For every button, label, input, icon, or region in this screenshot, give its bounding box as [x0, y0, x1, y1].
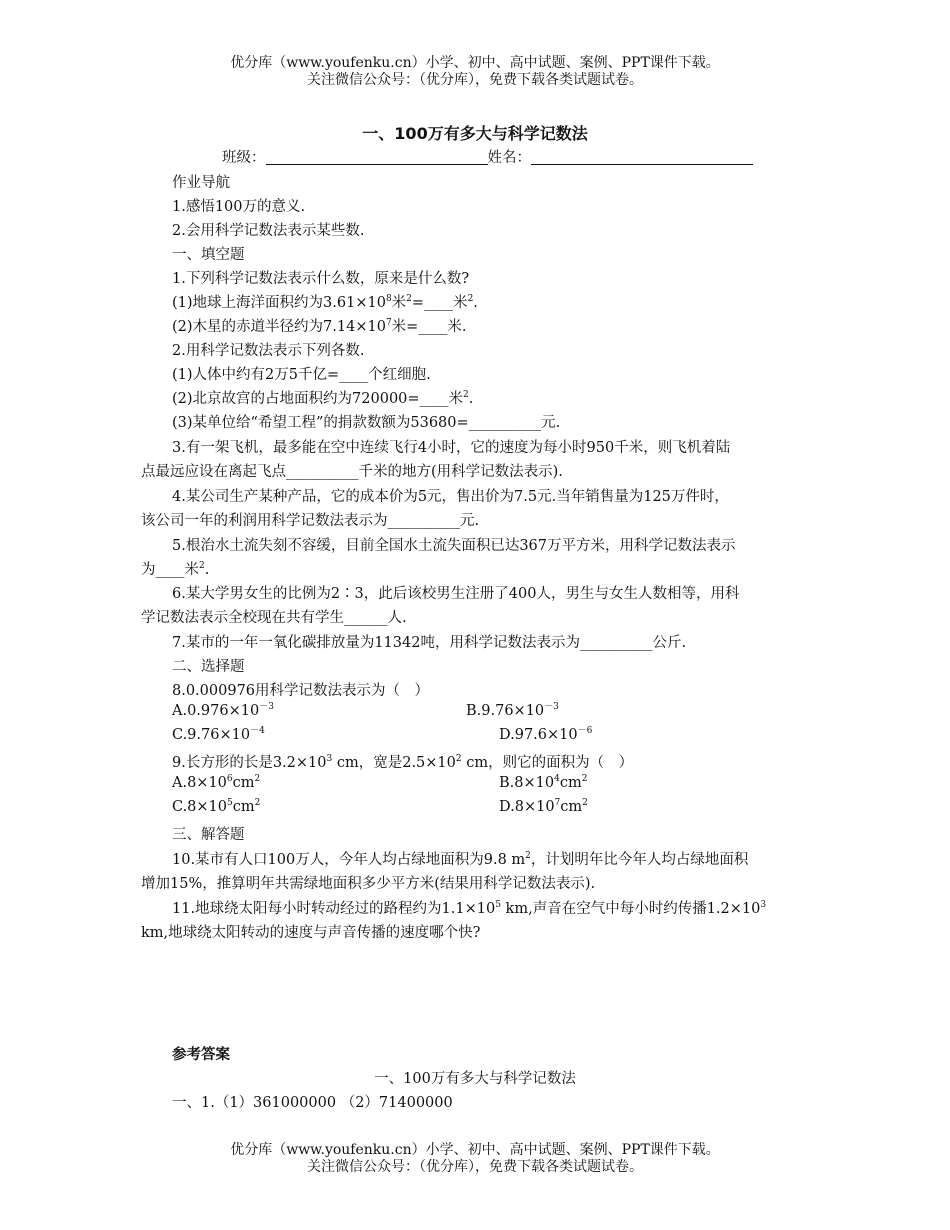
- q1a-text: (1)地球上海洋面积约为3.61×10: [172, 295, 386, 311]
- q6-line-2: 学记数法表示全校现在共有学生______人.: [141, 610, 407, 626]
- q10-line-2: 增加15%，推算明年共需绿地面积多少平方米(结果用科学记数法表示).: [141, 876, 596, 892]
- q2-part-c: (3)某单位给“希望工程”的捐款数额为53680=__________元.: [172, 415, 561, 431]
- q6-line-1: 6.某大学男女生的比例为2∶3，此后该校男生注册了400人，男生与女生人数相等，用科: [172, 586, 740, 602]
- q9-option-d: [499, 799, 588, 815]
- q8-stem: 8.0.000976用科学记数法表示为（ ）: [172, 683, 430, 699]
- q8c-text: C.9.76×10: [172, 727, 251, 743]
- q2b-end: .: [468, 391, 474, 407]
- q10-line-1: [172, 848, 748, 869]
- answers-line-1: 一、1.（1）361000000 （2）71400000: [172, 1095, 453, 1111]
- q1-part-a: [172, 291, 478, 312]
- class-label: 班级：: [222, 150, 266, 166]
- q9d-sq: 2: [582, 798, 588, 808]
- q5-l2-text: 为____米: [141, 562, 199, 578]
- q1a-exp: 8: [385, 294, 392, 304]
- q2b-text: (2)北京故宫的占地面积约为720000=____米: [172, 391, 464, 407]
- answers-subtitle: 一、100万有多大与科学记数法: [374, 1071, 576, 1087]
- q7-line-1: 7.某市的一年一氧化碳排放量为11342吨，用科学记数法表示为__________公斤.: [172, 635, 687, 651]
- guide-item-1: 1.感悟100万的意义.: [172, 199, 306, 215]
- q2-stem: 2.用科学记数法表示下列各数.: [172, 343, 365, 359]
- q9c-exp: 5: [227, 798, 233, 808]
- q11-exp1: 5: [495, 900, 501, 910]
- q9b-unit: cm: [559, 775, 582, 791]
- q1b-text: (2)木星的赤道半径约为7.14×10: [172, 319, 386, 335]
- q9c-unit: cm: [232, 799, 255, 815]
- class-name-line: [222, 146, 753, 167]
- section-solve-heading: 三、解答题: [172, 827, 245, 843]
- q8-option-d: [499, 727, 592, 743]
- q9d-unit: cm: [560, 799, 583, 815]
- q5-line-1: 5.根治水土流失刻不容缓，目前全国水土流失面积已达367万平方米，用科学记数法表示: [172, 538, 736, 554]
- q11-line-1: [172, 897, 766, 918]
- q8d-exp: －6: [577, 726, 593, 736]
- q10-l1-sq: 2: [525, 851, 531, 861]
- q9-option-b: [499, 775, 587, 791]
- q9a-sq: 2: [254, 774, 261, 784]
- q9-stem: [172, 751, 633, 772]
- q9-stem-c: cm，则它的面积为（ ）: [461, 755, 634, 771]
- q9-exp1: 3: [326, 754, 333, 764]
- q2-part-a: (1)人体中约有2万5千亿=____个红细胞.: [172, 367, 431, 383]
- q8b-text: B.9.76×10: [466, 703, 545, 719]
- q8a-exp: －3: [259, 702, 274, 712]
- answers-heading: 参考答案: [172, 1046, 230, 1063]
- q9a-exp: 6: [226, 774, 233, 784]
- q3-line-2: 点最远应设在离起飞点__________千米的地方(用科学记数法表示).: [141, 464, 563, 480]
- q9-option-a: [172, 775, 260, 791]
- footer-line-2: 关注微信公众号：（优分库），免费下载各类试题试卷。: [307, 1159, 643, 1175]
- q1-part-b: [172, 315, 466, 336]
- q1-stem: 1.下列科学记数法表示什么数，原来是什么数?: [172, 271, 470, 287]
- page-header: [0, 55, 950, 89]
- q5-l2-sq: 2: [199, 561, 205, 571]
- q11-l1-text: 11.地球绕太阳每小时转动经过的路程约为1.1×10: [172, 901, 496, 917]
- q9a-text: A.8×10: [172, 775, 227, 791]
- section-choice-heading: 二、选择题: [172, 659, 245, 675]
- q11-line-2: km,地球绕太阳转动的速度与声音传播的速度哪个快?: [141, 925, 481, 941]
- q8a-text: A.0.976×10: [172, 703, 260, 719]
- q9a-unit: cm: [232, 775, 255, 791]
- q9b-exp: 4: [554, 774, 560, 784]
- q8c-exp: －4: [250, 726, 265, 736]
- q9d-exp: 7: [554, 798, 561, 808]
- q9c-sq: 2: [254, 798, 261, 808]
- q8-option-b: [466, 703, 559, 719]
- q9-stem-a: 9.长方形的长是3.2×10: [172, 755, 327, 771]
- q9b-text: B.8×10: [499, 775, 555, 791]
- header-line-2: 关注微信公众号：（优分库），免费下载各类试题试卷。: [307, 72, 643, 88]
- name-blank: [531, 150, 753, 165]
- q1b-exp: 7: [385, 318, 392, 328]
- q8d-text: D.97.6×10: [499, 727, 578, 743]
- page-title: 一、100万有多大与科学记数法: [362, 124, 588, 143]
- section-fill-heading: 一、填空题: [172, 247, 245, 263]
- q9c-text: C.8×10: [172, 799, 228, 815]
- q1a-sq: 2: [406, 294, 412, 304]
- q5-line-2: [141, 558, 209, 579]
- q8-option-c: [172, 727, 265, 743]
- q10-l1-text: 10.某市有人口100万人，今年人均占绿地面积为9.8 m: [172, 852, 526, 868]
- name-label: 姓名：: [487, 150, 531, 166]
- q8-option-a: [172, 703, 274, 719]
- page-footer: [0, 1142, 950, 1176]
- class-blank: [266, 150, 488, 165]
- q2b-sq: 2: [463, 390, 469, 400]
- q9d-text: D.8×10: [499, 799, 555, 815]
- guide-heading: 作业导航: [172, 175, 230, 191]
- q5-l2-end: .: [204, 562, 210, 578]
- q8b-exp: －3: [544, 702, 559, 712]
- q1a-sq2: 2: [467, 294, 474, 304]
- q1a-unit: 米: [391, 295, 407, 311]
- q9-option-c: [172, 799, 260, 815]
- guide-item-2: 2.会用科学记数法表示某些数.: [172, 223, 365, 239]
- q3-line-1: 3.有一架飞机，最多能在空中连续飞行4小时，它的速度为每小时950千米，则飞机着陆: [172, 440, 731, 456]
- footer-line-1: 优分库（www.youfenku.cn）小学、初中、高中试题、案例、PPT课件下载。: [230, 1142, 720, 1158]
- q11-exp2: 3: [760, 900, 767, 910]
- q4-line-2: 该公司一年的利润用科学记数法表示为__________元.: [141, 513, 480, 529]
- q2-part-b: [172, 387, 473, 408]
- header-line-1: 优分库（www.youfenku.cn）小学、初中、高中试题、案例、PPT课件下载。: [230, 55, 720, 71]
- q1a-eq: =____米: [411, 295, 468, 311]
- q10-l1-post: ，计划明年比今年人均占绿地面积: [530, 852, 749, 868]
- q1a-end: .: [473, 295, 478, 311]
- q1b-post: 米=____米.: [391, 319, 467, 335]
- q9-exp2: 2: [455, 754, 462, 764]
- q4-line-1: 4.某公司生产某种产品，它的成本价为5元，售出价为7.5元.当年销售量为125万件时，: [172, 489, 729, 505]
- q11-l1-mid: km,声音在空气中每小时约传播1.2×10: [500, 901, 761, 917]
- q9b-sq: 2: [581, 774, 588, 784]
- q9-stem-b: cm，宽是2.5×10: [332, 755, 456, 771]
